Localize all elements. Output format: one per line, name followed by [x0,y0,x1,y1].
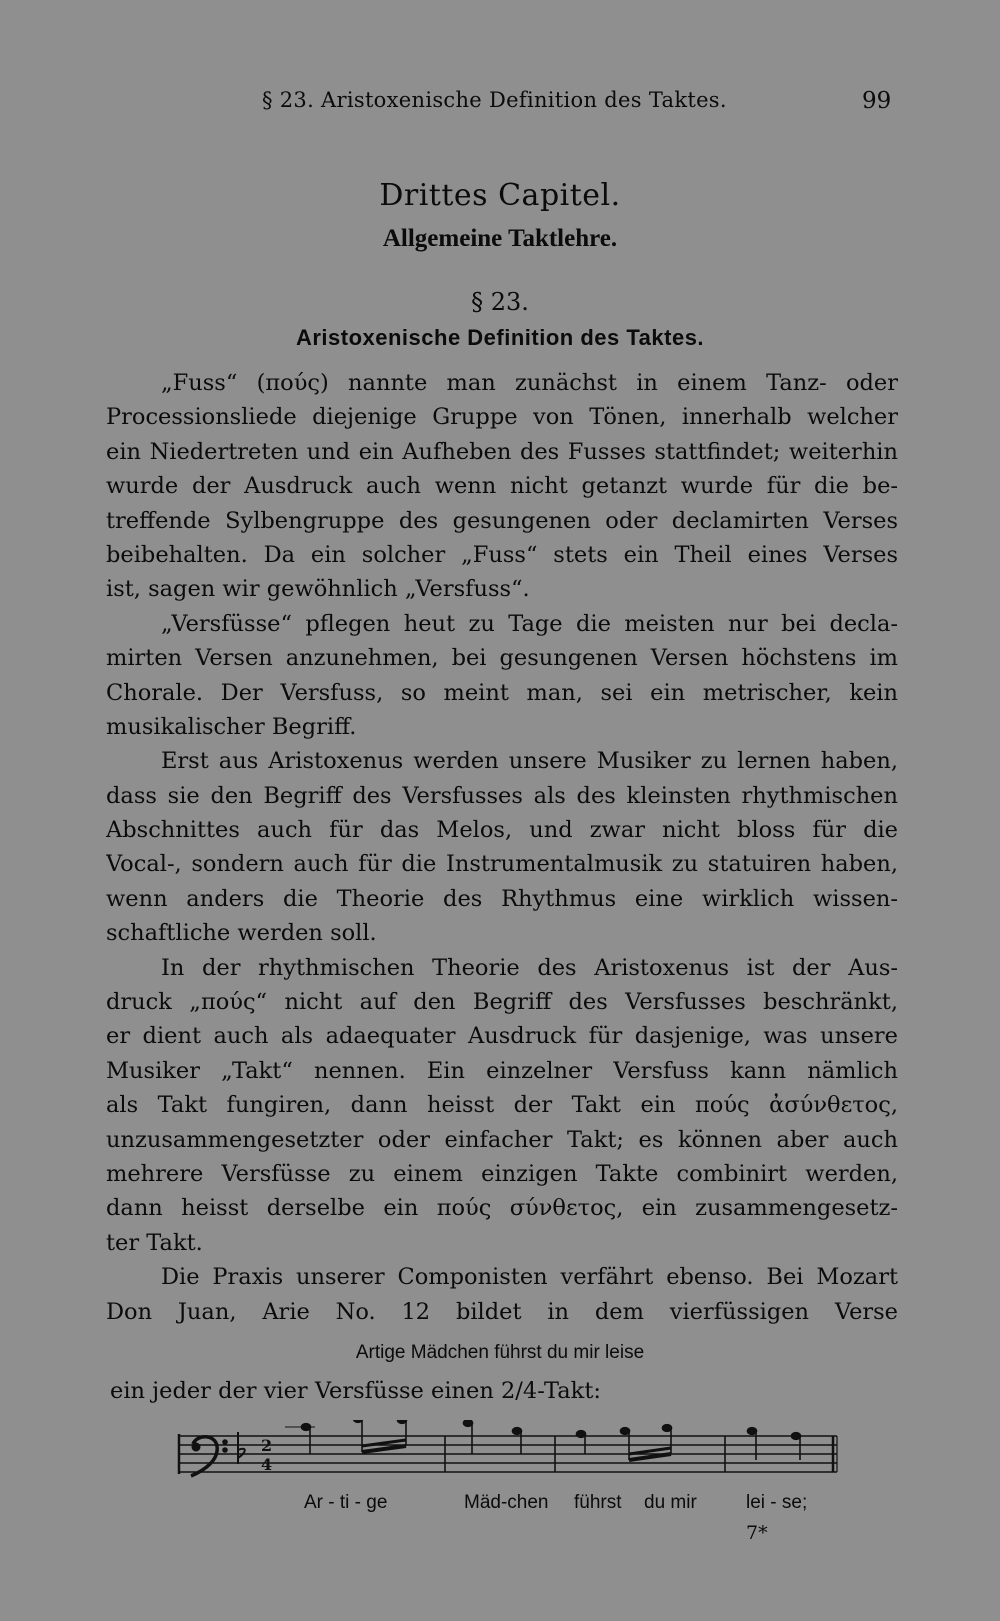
text-line: Erst aus Aristoxenus werden unsere Musiker zu lernen haben, [161,748,898,775]
section-heading: Aristoxenische Definition des Taktes. [295,325,705,350]
bass-clef-icon [191,1437,227,1476]
text-line: dann heisst derselbe ein πούς σύνθετος, ein zusammengesetz- [106,1195,898,1222]
text-line: wurde der Ausdruck auch wenn nicht getanzt wurde für die be- [106,473,898,500]
text-line: Die Praxis unserer Componisten verfährt ebenso. Bei Mozart [161,1264,898,1291]
music-staff-excerpt [175,1420,841,1486]
lyric-syllables: Ar - ti - ge [304,1492,388,1513]
staff-lines [179,1434,837,1474]
text-line: In der rhythmischen Theorie des Aristoxenus ist der Aus- [161,954,898,981]
text-line: er dient auch als adaequater Ausdruck für dasjenige, was unsere [106,1023,898,1050]
text-line: Vocal-, sondern auch für die Instrumentalmusik zu statuiren haben, [106,851,898,878]
text-line: Don Juan, Arie No. 12 bildet in dem vierfüssigen Verse [106,1298,898,1325]
text-line: als Takt fungiren, dann heisst der Takt ein πούς ἀσύνθετος, [106,1092,898,1119]
lyric-syllables: Mäd-chen [464,1492,549,1513]
text-line: „Fuss“ (πούς) nannte man zunächst in einem Tanz- oder [161,370,898,396]
lyric-syllables: führst [574,1492,622,1513]
running-header [0,88,1000,118]
page-number: 99 [862,88,892,114]
text-line: treffende Sylbengruppe des gesungenen oder declamirten Verses [106,507,898,534]
text-line: Processionsliede diejenige Gruppe von Tönen, innerhalb welcher [106,404,898,431]
text-line: „Versfüsse“ pflegen heut zu Tage die meisten nur bei decla- [161,610,898,637]
time-numerator: 2 [261,1436,273,1455]
text-line: musikalischer Begriff. [106,713,357,740]
chapter-subtitle: Allgemeine Taktlehre. [382,225,618,252]
text-line: Abschnittes auch für das Melos, und zwar nicht bloss für die [106,817,898,844]
time-denominator: 4 [261,1455,273,1474]
text-span: -Takt: [537,1378,601,1404]
flat-icon [238,1432,245,1464]
text-line: Chorale. Der Versfuss, so meint man, sei ein metrischer, kein [106,679,898,706]
running-title: § 23. Aristoxenische Definition des Taktes. [262,88,727,112]
text-line: Musiker „Takt“ nennen. Ein einzelner Versfuss kann nämlich [106,1057,898,1084]
text-span: ein jeder der vier Versfüsse einen [110,1378,494,1404]
text-line: ter Takt. [106,1229,203,1256]
text-line: mirten Versen anzunehmen, bei gesungenen Versen höchstens im [106,645,898,672]
text-line: dass sie den Begriff des Versfusses als des kleinsten rhythmischen [106,782,898,809]
text-line: ist, sagen wir gewöhnlich „Versfuss“. [106,576,530,603]
text-line: schaftliche werden soll. [106,920,377,947]
text-line: ein Niedertreten und ein Aufheben des Fusses stattfindet; weiterhin [106,438,898,465]
signature-mark: 7* [746,1522,768,1544]
lyric-syllables: lei - se; [746,1492,808,1513]
time-fraction: 2/4 [500,1378,538,1404]
chapter-title: Drittes Capitel. [379,178,621,213]
text-line: mehrere Versfüsse zu einem einzigen Takte combinirt werden, [106,1160,898,1187]
text-line: wenn anders die Theorie des Rhythmus eine wirklich wissen- [106,885,898,912]
body-text [106,366,898,1329]
time-signature [261,1436,272,1474]
verse-quotation: Artige Mädchen führst du mir leise [355,1342,645,1363]
text-line-with-fraction [110,1378,601,1404]
section-number: § 23. [471,288,529,316]
lyric-syllables: du mir [644,1492,697,1513]
text-line: druck „πούς“ nicht auf den Begriff des Versfusses beschränkt, [106,989,898,1016]
text-line: unzusammengesetzter oder einfacher Takt; es können aber auch [106,1126,898,1153]
text-line: beibehalten. Da ein solcher „Fuss“ stets ein Theil eines Verses [106,541,898,568]
